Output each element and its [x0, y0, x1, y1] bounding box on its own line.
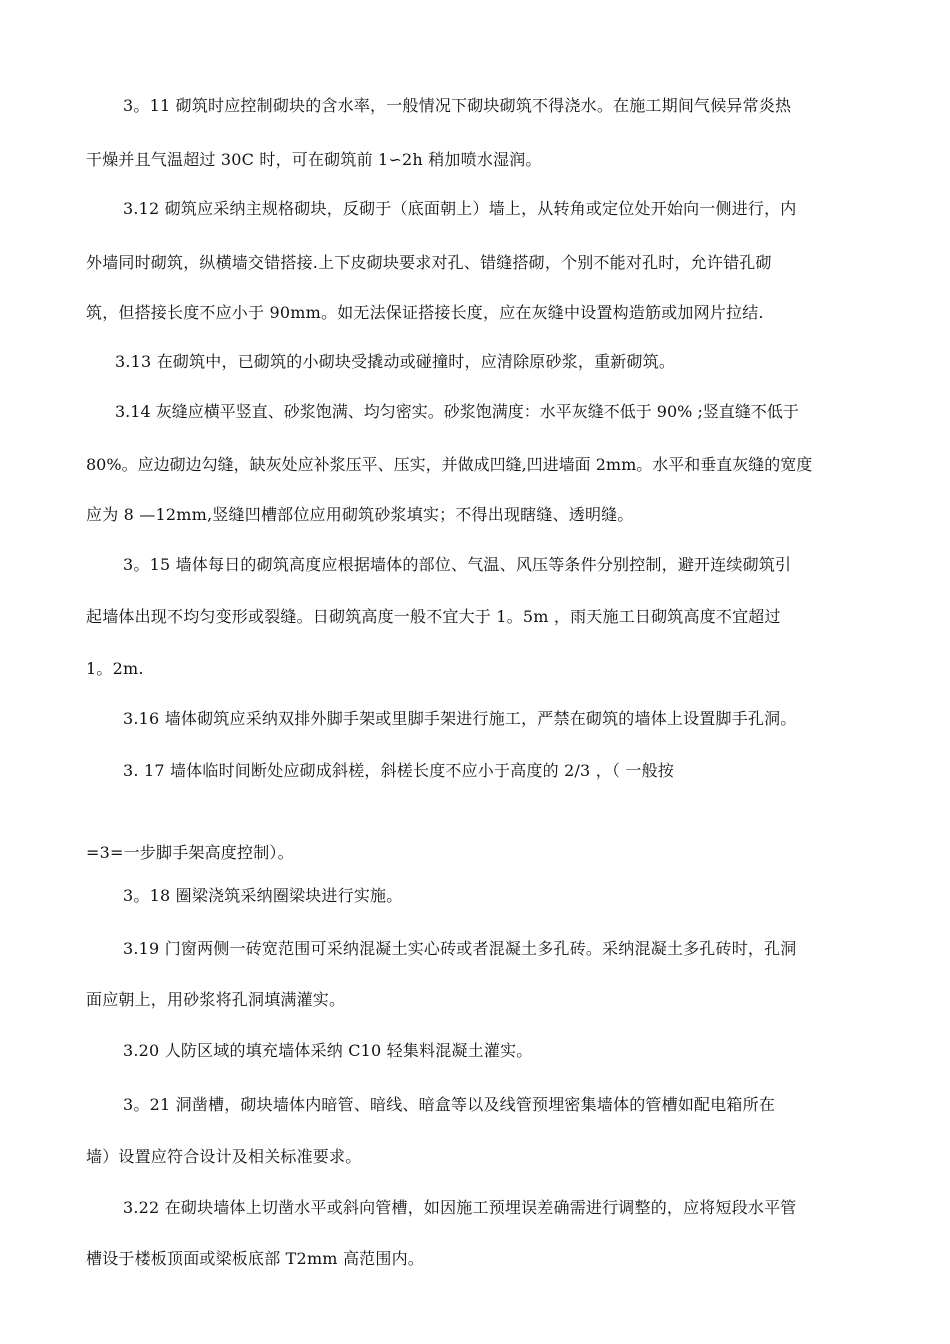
text-line: 3.13 在砌筑中，已砌筑的小砌块受撬动或碰撞时，应清除原砂浆，重新砌筑。 [115, 352, 676, 371]
text-line: 应为 8 —12mm,竖缝凹槽部位应用砌筑砂浆填实；不得出现瞎缝、透明缝。 [86, 505, 634, 524]
text-line: 80%。应边砌边勾缝，缺灰处应补浆压平、压实，并做成凹缝,凹进墙面 2mm。水平和垂直灰缝的宽度 [86, 455, 813, 474]
text-line: 3.20 人防区域的填充墙体采纳 C10 轻集料混凝土灌实。 [123, 1041, 533, 1060]
text-line: 3。18 圈梁浇筑采纳圈梁块进行实施。 [123, 886, 403, 905]
text-line: 3.12 砌筑应采纳主规格砌块，反砌于（底面朝上）墙上，从转角或定位处开始向一侧进行，内 [123, 199, 797, 218]
text-line: 干燥并且气温超过 30C 时，可在砌筑前 1∽2h 稍加喷水湿润。 [86, 150, 542, 169]
text-line: =3=一步脚手架高度控制）。 [86, 843, 294, 862]
text-line: 3.14 灰缝应横平竖直、砂浆饱满、均匀密实。砂浆饱满度：水平灰缝不低于 90% ;竖直缝不低于 [115, 402, 799, 421]
text-line: 外墙同时砌筑，纵横墙交错搭接.上下皮砌块要求对孔、错缝搭砌，个别不能对孔时，允许错孔砌 [86, 253, 772, 272]
text-line: 3. 17 墙体临时间断处应砌成斜槎，斜槎长度不应小于高度的 2/3 ，（ 一般按 [123, 761, 675, 780]
text-line: 槽设于楼板顶面或梁板底部 T2mm 高范围内。 [86, 1249, 424, 1268]
text-line: 3。21 洞凿槽，砌块墙体内暗管、暗线、暗盒等以及线管预埋密集墙体的管槽如配电箱所在 [123, 1095, 776, 1114]
text-line: 墙）设置应符合设计及相关标准要求。 [86, 1147, 362, 1166]
text-line: 起墙体出现不均匀变形或裂缝。日砌筑高度一般不宜大于 1。5m ，雨天施工日砌筑高度不宜超过 [86, 607, 781, 626]
text-line: 3.16 墙体砌筑应采纳双排外脚手架或里脚手架进行施工，严禁在砌筑的墙体上设置脚手孔洞。 [123, 709, 797, 728]
text-line: 3.22 在砌块墙体上切凿水平或斜向管槽，如因施工预埋误差确需进行调整的，应将短段水平管 [123, 1198, 797, 1217]
text-line: 3。11 砌筑时应控制砌块的含水率，一般情况下砌块砌筑不得浇水。在施工期间气候异常炎热 [123, 96, 792, 115]
text-line: 1。2m. [86, 659, 144, 678]
text-line: 筑，但搭接长度不应小于 90mm。如无法保证搭接长度，应在灰缝中设置构造筋或加网片拉结. [86, 303, 764, 322]
text-line: 3.19 门窗两侧一砖宽范围可采纳混凝土实心砖或者混凝土多孔砖。采纳混凝土多孔砖时，孔洞 [123, 939, 797, 958]
text-line: 面应朝上，用砂浆将孔洞填满灌实。 [86, 990, 346, 1009]
text-line: 3。15 墙体每日的砌筑高度应根据墙体的部位、气温、风压等条件分别控制，避开连续砌筑引 [123, 555, 792, 574]
